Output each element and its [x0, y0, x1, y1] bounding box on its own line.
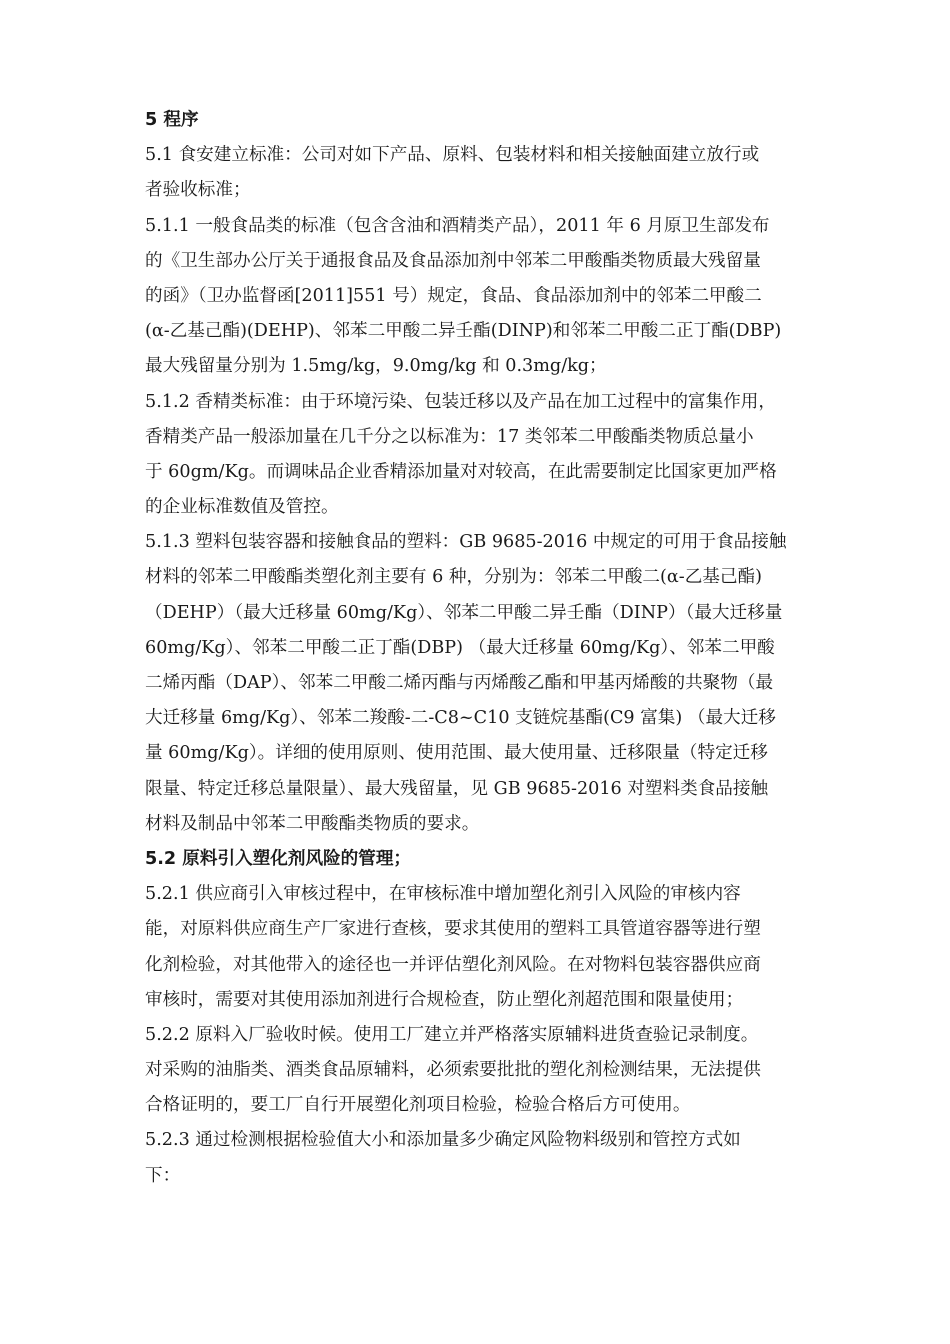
- paragraph-line: 5.1 食安建立标准：公司对如下产品、原料、包装材料和相关接触面建立放行或: [145, 145, 760, 166]
- paragraph-line: 者验收标准；: [145, 180, 251, 201]
- document-page: [145, 103, 815, 1194]
- paragraph-line: 大迁移量 6mg/Kg）、邻苯二羧酸-二-C8~C10 支链烷基酯(C9 富集) （最大迁移: [145, 708, 776, 729]
- paragraph-line: 合格证明的，要工厂自行开展塑化剂项目检验，检验合格后方可使用。: [145, 1095, 691, 1116]
- paragraph-line: 二烯丙酯（DAP）、邻苯二甲酸二烯丙酯与丙烯酸乙酯和甲基丙烯酸的共聚物（最: [145, 673, 774, 693]
- paragraph-line: 5.2.1 供应商引入审核过程中，在审核标准中增加塑化剂引入风险的审核内容: [145, 884, 741, 905]
- paragraph-line: 能，对原料供应商生产厂家进行查核，要求其使用的塑料工具管道容器等进行塑: [145, 919, 761, 940]
- paragraph-line: 下：: [145, 1165, 181, 1186]
- paragraph-line: 60mg/Kg）、邻苯二甲酸二正丁酯(DBP) （最大迁移量 60mg/Kg）、邻苯二甲酸: [145, 637, 775, 658]
- paragraph-line: 的函》（卫办监督函[2011]551 号）规定，食品、食品添加剂中的邻苯二甲酸二: [145, 285, 762, 306]
- section-heading: 5.2 原料引入塑化剂风险的管理；: [145, 848, 412, 869]
- paragraph-line: 5.1.1 一般食品类的标准（包含含油和酒精类产品），2011 年 6 月原卫生部发布: [145, 215, 770, 236]
- paragraph-line: 最大残留量分别为 1.5mg/kg，9.0mg/kg 和 0.3mg/kg；: [145, 356, 607, 377]
- paragraph-line: 5.1.2 香精类标准：由于环境污染、包装迁移以及产品在加工过程中的富集作用，: [145, 391, 776, 412]
- paragraph-line: 限量、特定迁移总量限量）、最大残留量，见 GB 9685-2016 对塑料类食品接触: [145, 778, 769, 799]
- paragraph-line: 5.2.2 原料入厂验收时候。使用工厂建立并严格落实原辅料进货查验记录制度。: [145, 1024, 759, 1045]
- paragraph-line: 于 60gm/Kg。而调味品企业香精添加量对对较高，在此需要制定比国家更加严格: [145, 461, 777, 482]
- section-heading: 5 程序: [145, 110, 199, 130]
- paragraph-line: 5.1.3 塑料包装容器和接触食品的塑料：GB 9685-2016 中规定的可用于食品接触: [145, 532, 787, 553]
- paragraph-line: 的《卫生部办公厅关于通报食品及食品添加剂中邻苯二甲酸酯类物质最大残留量: [145, 250, 761, 271]
- paragraph-line: 审核时，需要对其使用添加剂进行合规检查，防止塑化剂超范围和限量使用；: [145, 989, 744, 1010]
- paragraph-line: 的企业标准数值及管控。: [145, 497, 339, 518]
- paragraph-line: 化剂检验，对其他带入的途径也一并评估塑化剂风险。在对物料包装容器供应商: [145, 954, 761, 975]
- paragraph-line: (α-乙基己酯)(DEHP)、邻苯二甲酸二异壬酯(DINP)和邻苯二甲酸二正丁酯(DBP): [145, 321, 782, 342]
- paragraph-line: 材料及制品中邻苯二甲酸酯类物质的要求。: [145, 813, 480, 834]
- paragraph-line: 材料的邻苯二甲酸酯类塑化剂主要有 6 种，分别为：邻苯二甲酸二(α-乙基己酯): [145, 567, 762, 588]
- paragraph-line: 香精类产品一般添加量在几千分之以标准为：17 类邻苯二甲酸酯类物质总量小: [145, 426, 754, 447]
- paragraph-line: 对采购的油脂类、酒类食品原辅料，必须索要批批的塑化剂检测结果，无法提供: [145, 1060, 761, 1081]
- paragraph-line: 量 60mg/Kg）。详细的使用原则、使用范围、最大使用量、迁移限量（特定迁移: [145, 743, 768, 764]
- paragraph-line: 5.2.3 通过检测根据检验值大小和添加量多少确定风险物料级别和管控方式如: [145, 1130, 741, 1151]
- paragraph-line: （DEHP）（最大迁移量 60mg/Kg）、邻苯二甲酸二异壬酯（DINP）（最大迁移量: [145, 602, 783, 623]
